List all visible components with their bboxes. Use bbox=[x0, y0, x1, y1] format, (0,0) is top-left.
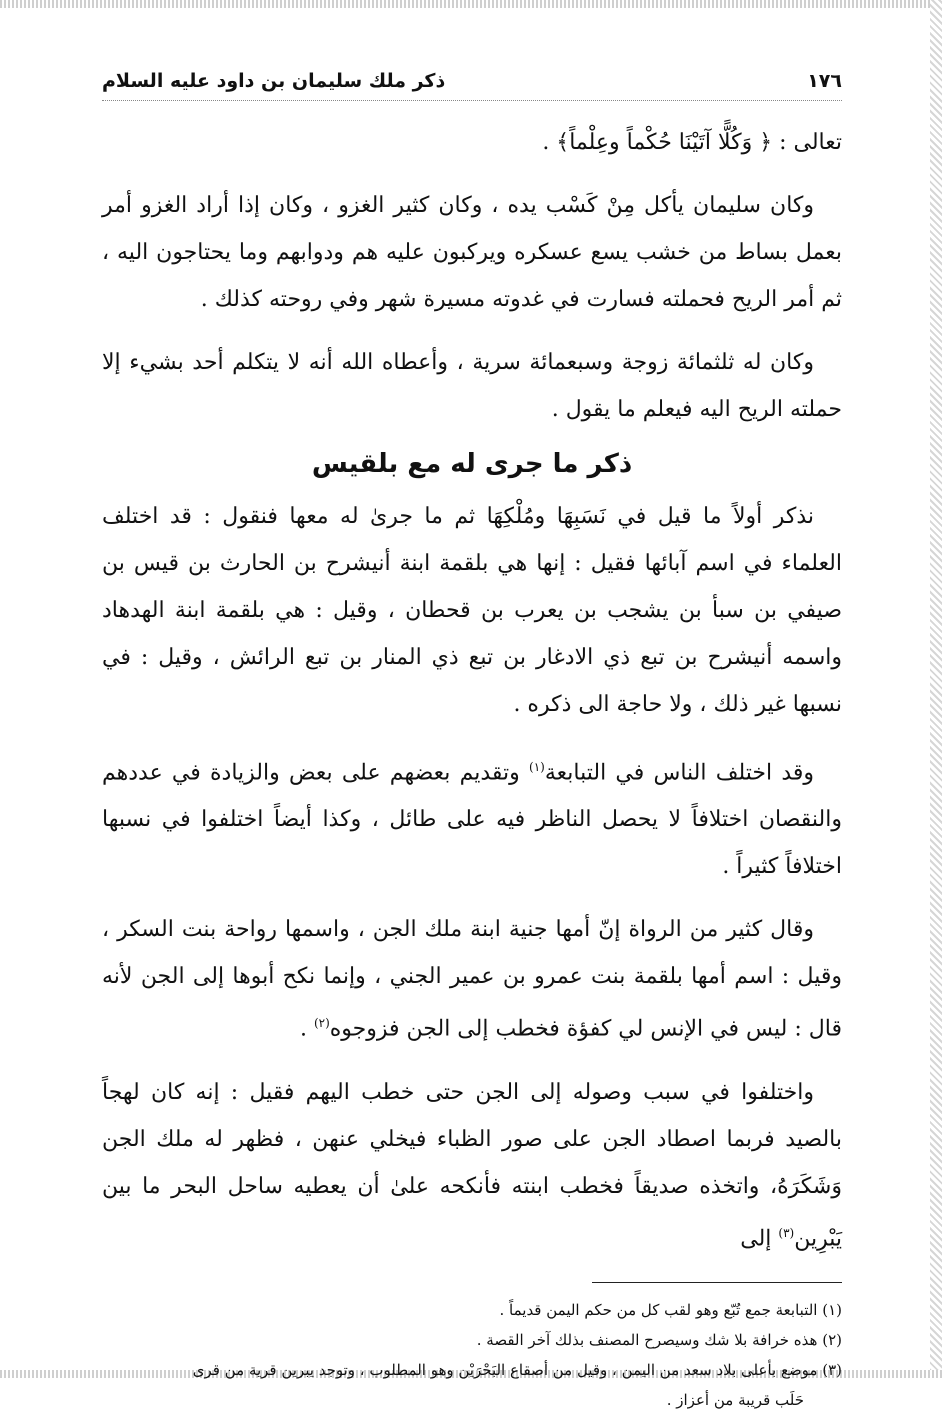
text-segment: . bbox=[299, 1016, 314, 1042]
footnote-2: (٢) هذه خرافة بلا شك وسيصرح المصنف بذلك آخر القصة . bbox=[476, 1330, 842, 1349]
paragraph-marriage-cause bbox=[102, 1069, 842, 1262]
text-segment: إلى bbox=[740, 1225, 779, 1251]
text-segment: وقد اختلف الناس في التبابعة bbox=[544, 760, 815, 786]
footnote-ref-1: (١) bbox=[529, 760, 545, 774]
book-page bbox=[102, 70, 842, 1415]
paragraph-lineage: نذكر أولاً ما قيل في نَسَبِهَا ومُلْكِهَا ثم ما جرىٰ له معها فنقول : قد اختلف العلماء في اسم آبائها فقيل : إنها هي بلقمة ابنة أنيشرح بن الحارث بن قيس بن صيفي بن سبأ بن يشجب بن يعرب بن قحطان ، وقيل : هي بلقمة ابنة الهدهاد واسمه أنيشرح بن تبع ذي الادغار بن تبع ذي المنار بن تبع الرائش ، وقيل : في نسبها غير ذلك ، ولا حاجة الى ذكره . bbox=[102, 504, 842, 717]
paragraph-verse: تعالى : ﴿ وَكُلًّا آتَيْنَا حُكْماً وعِلْماً﴾ . bbox=[542, 130, 842, 155]
text-segment: واختلفوا في سبب وصوله إلى الجن حتى خطب اليهم فقيل : إنه كان لهجاً بالصيد فربما اصطاد الجن على صور الظباء فيخلي عنهن ، فظهر له ملك الجن وَشَكَرَهُ، واتخذه صديقاً فخطب ابنته فأنكحه علىٰ أن يعطيه ساحل البحر ما بين يَبْرِين bbox=[102, 1079, 842, 1251]
paragraph-tababia bbox=[102, 744, 842, 890]
paragraph-sulayman-carpet: وكان سليمان يأكل مِنْ كَسْب يده ، وكان كثير الغزو ، وكان إذا أراد الغزو أمر بعمل بساط من خشب يسع عسكره ويركبون عليه هم ودوابهم وما يحتاجون اليه ، ثم أمر الريح فحملته فسارت في غدوته مسيرة شهر وفي روحته كذلك . bbox=[102, 193, 842, 312]
footnote-3-continuation: حَلَب قريبة من أعزاز . bbox=[666, 1390, 804, 1409]
paragraph-mother bbox=[102, 906, 842, 1052]
running-head bbox=[102, 70, 842, 101]
footnote-1: (١) التبابعة جمع تُبّع وهو لقب كل من حكم اليمن قديماً . bbox=[499, 1300, 842, 1319]
paragraph-wives: وكان له ثلثمائة زوجة وسبعمائة سرية ، وأعطاه الله أنه لا يتكلم أحد بشيء إلا حملته الريح اليه فيعلم ما يقول . bbox=[102, 350, 842, 422]
running-title: ذكر ملك سليمان بن داود عليه السلام bbox=[102, 70, 446, 92]
page-number: ١٧٦ bbox=[807, 70, 842, 92]
page-border-top bbox=[0, 0, 942, 8]
footnote-ref-3: (٣) bbox=[778, 1225, 795, 1240]
footnote-ref-2: (٢) bbox=[313, 1016, 330, 1031]
section-heading: ذكر ما جرى له مع بلقيس bbox=[311, 449, 633, 479]
page-border-right bbox=[930, 0, 942, 1378]
footnote-3: (٣) موضع بأعلى بلاد سعد من اليمن ، وقيل من أصقاع البَحْرَيْن وهو المطلوب ، وتوجد يبرين قرية من قرى bbox=[192, 1360, 842, 1379]
footnote-divider bbox=[592, 1282, 842, 1283]
text-segment: وقال كثير من الرواة إنّ أمها جنية ابنة ملك الجن ، واسمها رواحة بنت السكر ، وقيل : اسم أمها بلقمة بنت عمرو بن عمير الجني ، وإنما نكح أبوها إلى الجن لأنه قال : ليس في الإنس لي كفؤة فخطب إلى الجن فزوجوه bbox=[102, 917, 842, 1042]
text-segment: وتقديم بعضهم على بعض والزيادة في عددهم والنقصان اختلافاً لا يحصل الناظر فيه على طائل ، وكذا أيضاً اختلفوا في نسبها اختلافاً كثيراً . bbox=[102, 760, 842, 880]
